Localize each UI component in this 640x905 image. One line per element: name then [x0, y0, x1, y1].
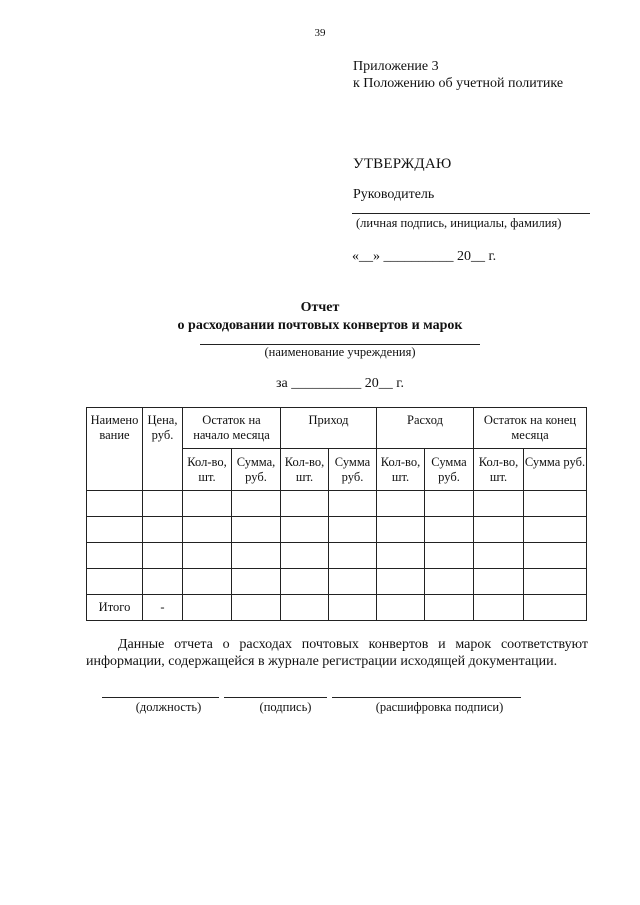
table-cell[interactable]	[425, 517, 474, 543]
table-cell[interactable]	[425, 569, 474, 595]
expense-qty-header: Кол-во, шт.	[377, 449, 425, 491]
report-table	[86, 407, 587, 621]
table-cell[interactable]	[524, 595, 587, 621]
table-cell[interactable]	[329, 517, 377, 543]
income-sum-header: Сумма руб.	[329, 449, 377, 491]
appendix-document: к Положению об учетной политике	[353, 76, 564, 91]
table-row	[87, 491, 587, 517]
appendix-reference	[353, 58, 563, 92]
table-cell[interactable]	[524, 491, 587, 517]
table-cell[interactable]	[329, 491, 377, 517]
expense-sum-header: Сумма руб.	[425, 449, 474, 491]
total-price-dash: -	[143, 595, 183, 621]
approver-signature-line	[352, 213, 590, 214]
table-cell[interactable]	[232, 595, 281, 621]
col-closing-header: Остаток на конец месяца	[474, 408, 587, 449]
position-line	[102, 697, 219, 698]
table-cell[interactable]	[425, 543, 474, 569]
table-cell[interactable]	[425, 595, 474, 621]
statement-paragraph: Данные отчета о расходах почтовых конвертов и марок соответствуют информации, содержащейся в журнале регистрации исходящей документации.	[86, 637, 588, 669]
opening-qty-header: Кол-во, шт.	[183, 449, 232, 491]
page-number: 39	[314, 27, 326, 39]
approver-signature-caption: (личная подпись, инициалы, фамилия)	[356, 216, 562, 230]
table-cell[interactable]	[183, 517, 232, 543]
col-price-header: Цена, руб.	[143, 408, 183, 491]
total-label: Итого	[87, 595, 143, 621]
table-cell[interactable]	[87, 543, 143, 569]
table-cell[interactable]	[474, 569, 524, 595]
table-cell[interactable]	[474, 517, 524, 543]
approval-title: УТВЕРЖДАЮ	[353, 156, 452, 172]
approval-date-line: «__» __________ 20__ г.	[352, 249, 497, 264]
table-cell[interactable]	[377, 491, 425, 517]
table-cell[interactable]	[474, 595, 524, 621]
table-cell[interactable]	[232, 491, 281, 517]
table-cell[interactable]	[183, 543, 232, 569]
closing-qty-header: Кол-во, шт.	[474, 449, 524, 491]
position-caption: (должность)	[135, 700, 202, 714]
report-period: за __________ 20__ г.	[276, 376, 404, 391]
report-title-line1: Отчет	[300, 300, 340, 315]
table-cell[interactable]	[281, 543, 329, 569]
col-income-header: Приход	[281, 408, 377, 449]
table-cell[interactable]	[87, 491, 143, 517]
table-header-row	[87, 408, 587, 449]
table-cell[interactable]	[183, 569, 232, 595]
table-cell[interactable]	[183, 491, 232, 517]
decoding-line	[332, 697, 521, 698]
table-cell[interactable]	[377, 569, 425, 595]
signature-line	[224, 697, 327, 698]
total-row	[87, 595, 587, 621]
col-name-header: Наимено вание	[87, 408, 143, 491]
decoding-caption: (расшифровка подписи)	[375, 700, 504, 714]
table-cell[interactable]	[524, 517, 587, 543]
closing-sum-header: Сумма руб.	[524, 449, 587, 491]
table-cell[interactable]	[87, 569, 143, 595]
table-cell[interactable]	[281, 517, 329, 543]
appendix-number: Приложение 3	[353, 59, 439, 74]
table-cell[interactable]	[329, 595, 377, 621]
col-opening-header: Остаток на начало месяца	[183, 408, 281, 449]
table-cell[interactable]	[232, 543, 281, 569]
table-cell[interactable]	[524, 569, 587, 595]
table-cell[interactable]	[425, 491, 474, 517]
table-row	[87, 543, 587, 569]
table-cell[interactable]	[377, 595, 425, 621]
table-cell[interactable]	[329, 543, 377, 569]
table-cell[interactable]	[281, 569, 329, 595]
table-cell[interactable]	[143, 569, 183, 595]
table-cell[interactable]	[281, 595, 329, 621]
table-cell[interactable]	[87, 517, 143, 543]
table-cell[interactable]	[524, 543, 587, 569]
table-cell[interactable]	[232, 569, 281, 595]
table-cell[interactable]	[474, 491, 524, 517]
signature-caption: (подпись)	[259, 700, 312, 714]
table-row	[87, 517, 587, 543]
table-cell[interactable]	[143, 517, 183, 543]
report-title	[0, 299, 640, 335]
table-cell[interactable]	[143, 543, 183, 569]
report-title-line2: о расходовании почтовых конвертов и марок	[177, 318, 463, 333]
approver-position: Руководитель	[353, 187, 435, 202]
opening-sum-header: Сумма, руб.	[232, 449, 281, 491]
table-cell[interactable]	[281, 491, 329, 517]
table-cell[interactable]	[143, 491, 183, 517]
table-cell[interactable]	[329, 569, 377, 595]
table-cell[interactable]	[377, 543, 425, 569]
table-cell[interactable]	[377, 517, 425, 543]
table-cell[interactable]	[474, 543, 524, 569]
col-expense-header: Расход	[377, 408, 474, 449]
table-row	[87, 569, 587, 595]
table-cell[interactable]	[232, 517, 281, 543]
income-qty-header: Кол-во, шт.	[281, 449, 329, 491]
table-cell[interactable]	[183, 595, 232, 621]
institution-caption: (наименование учреждения)	[264, 345, 416, 359]
